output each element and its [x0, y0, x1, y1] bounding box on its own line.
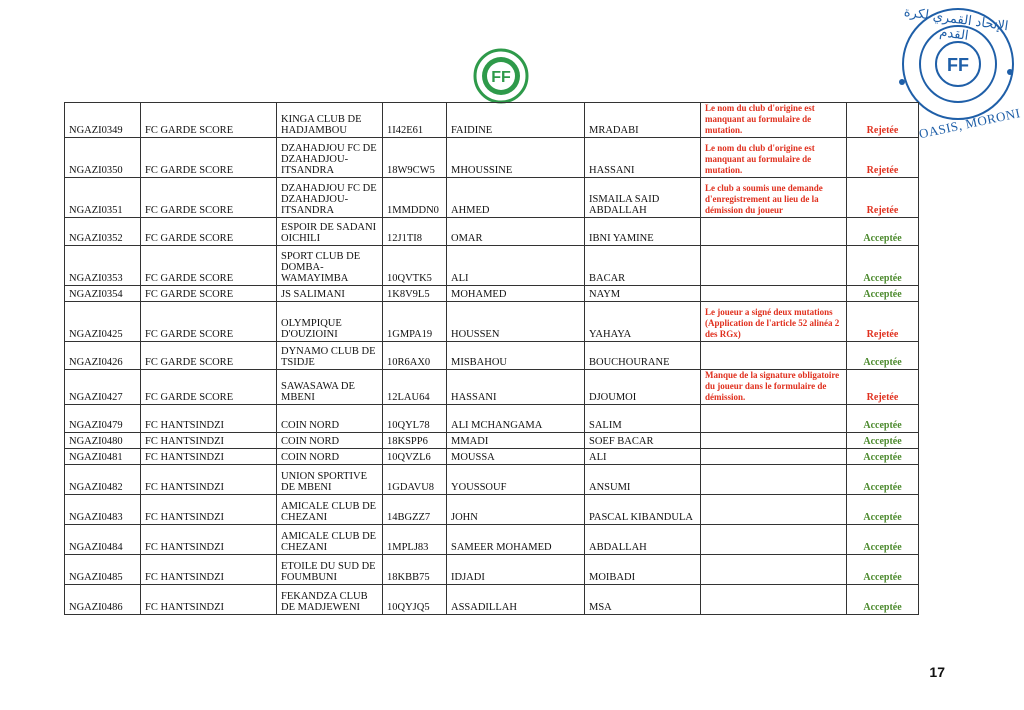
license-cell: 1GMPA19: [383, 302, 447, 342]
player-id-cell: NGAZI0479: [65, 405, 141, 433]
status-cell: Rejetée: [847, 103, 919, 138]
svg-text:FF: FF: [491, 69, 511, 86]
note-cell: Le nom du club d'origine est manquant au formulaire de mutation.: [701, 103, 847, 138]
first-name-cell: ASSADILLAH: [447, 585, 585, 615]
player-id-cell: NGAZI0482: [65, 465, 141, 495]
club-cell: FC HANTSINDZI: [141, 449, 277, 465]
status-cell: Rejetée: [847, 138, 919, 178]
table-row: [65, 342, 919, 370]
first-name-cell: YOUSSOUF: [447, 465, 585, 495]
license-cell: 12LAU64: [383, 370, 447, 405]
origin-club-cell: DZAHADJOU FC DE DZAHADJOU-ITSANDRA: [277, 138, 383, 178]
last-name-cell: IBNI YAMINE: [585, 218, 701, 246]
player-id-cell: NGAZI0480: [65, 433, 141, 449]
last-name-cell: BOUCHOURANE: [585, 342, 701, 370]
last-name-cell: ISMAILA SAID ABDALLAH: [585, 178, 701, 218]
table-row: [65, 405, 919, 433]
table-row: [65, 246, 919, 286]
license-cell: 1K8V9L5: [383, 286, 447, 302]
table-row: [65, 585, 919, 615]
origin-club-cell: SAWASAWA DE MBENI: [277, 370, 383, 405]
origin-club-cell: OLYMPIQUE D'OUZIOINI: [277, 302, 383, 342]
status-cell: Rejetée: [847, 302, 919, 342]
note-cell: [701, 433, 847, 449]
first-name-cell: ALI MCHANGAMA: [447, 405, 585, 433]
status-cell: Acceptée: [847, 286, 919, 302]
license-cell: 1MPLJ83: [383, 525, 447, 555]
mutation-table: [64, 102, 919, 615]
license-cell: 1MMDDN0: [383, 178, 447, 218]
license-cell: 14BGZZ7: [383, 495, 447, 525]
last-name-cell: MRADABI: [585, 103, 701, 138]
table-row: [65, 465, 919, 495]
status-cell: Rejetée: [847, 370, 919, 405]
first-name-cell: SAMEER MOHAMED: [447, 525, 585, 555]
club-cell: FC HANTSINDZI: [141, 555, 277, 585]
club-cell: FC HANTSINDZI: [141, 495, 277, 525]
status-cell: Acceptée: [847, 555, 919, 585]
last-name-cell: MOIBADI: [585, 555, 701, 585]
last-name-cell: SOEF BACAR: [585, 433, 701, 449]
origin-club-cell: AMICALE CLUB DE CHEZANI: [277, 525, 383, 555]
origin-club-cell: FEKANDZA CLUB DE MADJEWENI: [277, 585, 383, 615]
first-name-cell: MOUSSA: [447, 449, 585, 465]
license-cell: 18KBB75: [383, 555, 447, 585]
club-cell: FC GARDE SCORE: [141, 302, 277, 342]
club-cell: FC GARDE SCORE: [141, 342, 277, 370]
note-cell: [701, 465, 847, 495]
origin-club-cell: DYNAMO CLUB DE TSIDJE: [277, 342, 383, 370]
club-cell: FC GARDE SCORE: [141, 178, 277, 218]
license-cell: 18W9CW5: [383, 138, 447, 178]
player-id-cell: NGAZI0353: [65, 246, 141, 286]
status-cell: Acceptée: [847, 342, 919, 370]
license-cell: 1I42E61: [383, 103, 447, 138]
club-cell: FC HANTSINDZI: [141, 585, 277, 615]
origin-club-cell: COIN NORD: [277, 405, 383, 433]
status-cell: Acceptée: [847, 525, 919, 555]
player-id-cell: NGAZI0426: [65, 342, 141, 370]
license-cell: 10QVTK5: [383, 246, 447, 286]
origin-club-cell: AMICALE CLUB DE CHEZANI: [277, 495, 383, 525]
player-id-cell: NGAZI0483: [65, 495, 141, 525]
origin-club-cell: SPORT CLUB DE DOMBA-WAMAYIMBA: [277, 246, 383, 286]
status-cell: Rejetée: [847, 178, 919, 218]
first-name-cell: HASSANI: [447, 370, 585, 405]
note-cell: [701, 405, 847, 433]
first-name-cell: ALI: [447, 246, 585, 286]
player-id-cell: NGAZI0427: [65, 370, 141, 405]
player-id-cell: NGAZI0351: [65, 178, 141, 218]
note-cell: [701, 342, 847, 370]
status-cell: Acceptée: [847, 449, 919, 465]
note-cell: Le nom du club d'origine est manquant au formulaire de mutation.: [701, 138, 847, 178]
stamp-oasis-text: OASIS, MORONI: [917, 105, 1022, 142]
last-name-cell: MSA: [585, 585, 701, 615]
table-row: [65, 302, 919, 342]
origin-club-cell: KINGA CLUB DE HADJAMBOU: [277, 103, 383, 138]
first-name-cell: JOHN: [447, 495, 585, 525]
player-id-cell: NGAZI0349: [65, 103, 141, 138]
club-cell: FC GARDE SCORE: [141, 218, 277, 246]
table-row: [65, 138, 919, 178]
license-cell: 10QVZL6: [383, 449, 447, 465]
last-name-cell: ABDALLAH: [585, 525, 701, 555]
player-id-cell: NGAZI0352: [65, 218, 141, 246]
note-cell: [701, 555, 847, 585]
status-cell: Acceptée: [847, 218, 919, 246]
table-row: [65, 218, 919, 246]
status-cell: Acceptée: [847, 433, 919, 449]
club-cell: FC GARDE SCORE: [141, 103, 277, 138]
first-name-cell: AHMED: [447, 178, 585, 218]
club-cell: FC GARDE SCORE: [141, 286, 277, 302]
last-name-cell: ALI: [585, 449, 701, 465]
stamp-arabic-text: الإتحاد القمري لكرة القدم: [902, 4, 1010, 44]
table-row: [65, 433, 919, 449]
license-cell: 10QYJQ5: [383, 585, 447, 615]
note-cell: [701, 218, 847, 246]
first-name-cell: HOUSSEN: [447, 302, 585, 342]
status-cell: Acceptée: [847, 405, 919, 433]
note-cell: Le joueur a signé deux mutations (Application de l'article 52 alinéa 2 des RGx): [701, 302, 847, 342]
club-cell: FC HANTSINDZI: [141, 525, 277, 555]
club-cell: FC HANTSINDZI: [141, 433, 277, 449]
last-name-cell: YAHAYA: [585, 302, 701, 342]
last-name-cell: NAYM: [585, 286, 701, 302]
first-name-cell: MOHAMED: [447, 286, 585, 302]
note-cell: [701, 286, 847, 302]
svg-text:FF: FF: [947, 55, 969, 75]
player-id-cell: NGAZI0481: [65, 449, 141, 465]
club-cell: FC GARDE SCORE: [141, 138, 277, 178]
club-cell: FC GARDE SCORE: [141, 246, 277, 286]
origin-club-cell: ESPOIR DE SADANI OICHILI: [277, 218, 383, 246]
origin-club-cell: COIN NORD: [277, 449, 383, 465]
last-name-cell: SALIM: [585, 405, 701, 433]
last-name-cell: PASCAL KIBANDULA: [585, 495, 701, 525]
player-id-cell: NGAZI0485: [65, 555, 141, 585]
player-id-cell: NGAZI0486: [65, 585, 141, 615]
page-number: 17: [929, 664, 945, 680]
table-row: [65, 178, 919, 218]
last-name-cell: BACAR: [585, 246, 701, 286]
table-row: [65, 370, 919, 405]
license-cell: 1GDAVU8: [383, 465, 447, 495]
license-cell: 12J1TI8: [383, 218, 447, 246]
player-id-cell: NGAZI0484: [65, 525, 141, 555]
note-cell: [701, 525, 847, 555]
note-cell: [701, 585, 847, 615]
note-cell: [701, 449, 847, 465]
table-row: [65, 495, 919, 525]
origin-club-cell: COIN NORD: [277, 433, 383, 449]
first-name-cell: MISBAHOU: [447, 342, 585, 370]
note-cell: Manque de la signature obligatoire du joueur dans le formulaire de démission.: [701, 370, 847, 405]
last-name-cell: DJOUMOI: [585, 370, 701, 405]
status-cell: Acceptée: [847, 495, 919, 525]
club-cell: FC GARDE SCORE: [141, 370, 277, 405]
status-cell: Acceptée: [847, 465, 919, 495]
player-id-cell: NGAZI0425: [65, 302, 141, 342]
table-row: [65, 525, 919, 555]
first-name-cell: IDJADI: [447, 555, 585, 585]
first-name-cell: MMADI: [447, 433, 585, 449]
first-name-cell: FAIDINE: [447, 103, 585, 138]
origin-club-cell: ETOILE DU SUD DE FOUMBUNI: [277, 555, 383, 585]
license-cell: 10R6AX0: [383, 342, 447, 370]
note-cell: [701, 246, 847, 286]
license-cell: 10QYL78: [383, 405, 447, 433]
origin-club-cell: UNION SPORTIVE DE MBENI: [277, 465, 383, 495]
status-cell: Acceptée: [847, 246, 919, 286]
table-body: [65, 103, 919, 615]
table-row: [65, 555, 919, 585]
license-cell: 18KSPP6: [383, 433, 447, 449]
table-row: [65, 449, 919, 465]
player-id-cell: NGAZI0350: [65, 138, 141, 178]
note-cell: Le club a soumis une demande d'enregistrement au lieu de la démission du joueur: [701, 178, 847, 218]
table-row: [65, 103, 919, 138]
last-name-cell: HASSANI: [585, 138, 701, 178]
status-cell: Acceptée: [847, 585, 919, 615]
ff-logo-icon: [473, 48, 529, 104]
club-cell: FC HANTSINDZI: [141, 405, 277, 433]
player-id-cell: NGAZI0354: [65, 286, 141, 302]
origin-club-cell: JS SALIMANI: [277, 286, 383, 302]
origin-club-cell: DZAHADJOU FC DE DZAHADJOU-ITSANDRA: [277, 178, 383, 218]
last-name-cell: ANSUMI: [585, 465, 701, 495]
table-row: [65, 286, 919, 302]
first-name-cell: OMAR: [447, 218, 585, 246]
first-name-cell: MHOUSSINE: [447, 138, 585, 178]
club-cell: FC HANTSINDZI: [141, 465, 277, 495]
note-cell: [701, 495, 847, 525]
